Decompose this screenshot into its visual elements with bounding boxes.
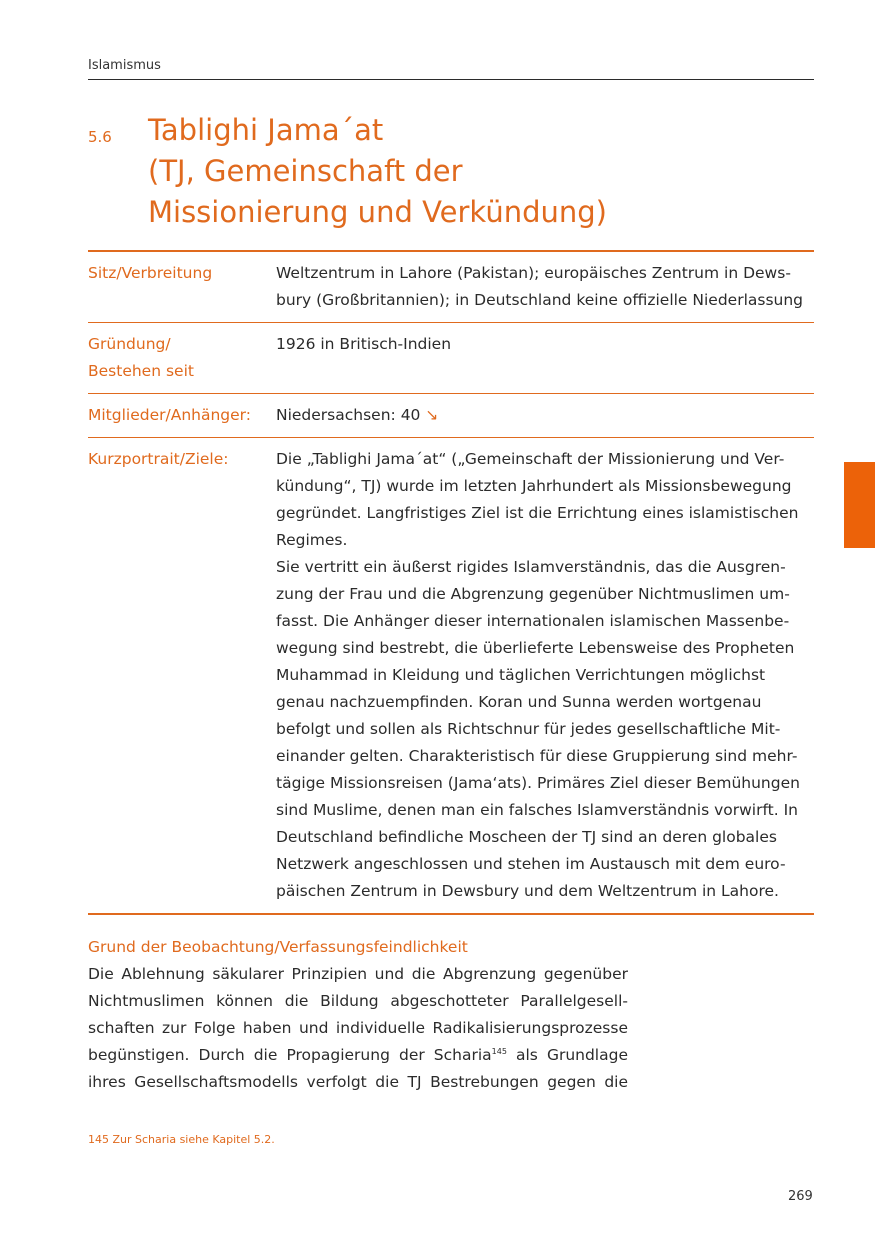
trend-down-icon: ↘ [425, 406, 439, 424]
header-rule [88, 79, 814, 80]
section-heading: Grund der Beobachtung/Verfassungsfeindlichkeit [88, 938, 468, 956]
value-line: sind Muslime, denen man ein falsches Islamverständnis vorwirft. In [276, 801, 798, 819]
body-line: Die Ablehnung säkularer Prinzipien und die Abgrenzung gegenüber [88, 965, 628, 983]
value-line: zung der Frau und die Abgrenzung gegenüber Nichtmuslimen um- [276, 585, 790, 603]
table-row-sitz [88, 252, 814, 322]
body-line: schaften zur Folge haben und individuelle Radikalisierungsprozesse [88, 1019, 628, 1037]
footnote: 145 Zur Scharia siehe Kapitel 5.2. [88, 1133, 275, 1146]
value-line: Netzwerk angeschlossen und stehen im Austausch mit dem euro- [276, 855, 786, 873]
row-label: Gründung/ Bestehen seit [88, 335, 194, 380]
chapter-title-line: (TJ, Gemeinschaft der [148, 154, 463, 188]
section-body [88, 961, 628, 1096]
chapter-title-line: Missionierung und Verkündung) [148, 195, 607, 229]
value-line: fasst. Die Anhänger dieser internationalen islamischen Massenbe- [276, 612, 790, 630]
page-number: 269 [788, 1189, 813, 1204]
body-line: ihres Gesellschaftsmodells verfolgt die TJ Bestrebungen gegen die [88, 1073, 628, 1091]
footnote-reference[interactable]: 145 [491, 1047, 507, 1056]
chapter-title [148, 110, 788, 233]
row-label: Kurzportrait/Ziele: [88, 450, 229, 468]
chapter-side-tab [844, 462, 875, 548]
value-line: päischen Zentrum in Dewsbury und dem Weltzentrum in Lahore. [276, 882, 779, 900]
value-line: genau nachzuempfinden. Koran und Sunna werden wortgenau [276, 693, 762, 711]
value-line: Weltzentrum in Lahore (Pakistan); europäisches Zentrum in Dews- [276, 264, 791, 282]
value-line: wegung sind bestrebt, die überlieferte Lebensweise des Propheten [276, 639, 795, 657]
row-label: Mitglieder/Anhänger: [88, 406, 251, 424]
value-line: 1926 in Britisch-Indien [276, 335, 452, 353]
info-table [88, 250, 814, 915]
value-line: Deutschland befindliche Moscheen der TJ sind an deren globales [276, 828, 777, 846]
value-line: einander gelten. Charakteristisch für diese Gruppierung sind mehr- [276, 747, 798, 765]
table-row-gruendung [88, 322, 814, 393]
row-value [276, 394, 814, 437]
row-value [276, 252, 814, 322]
value-line: Regimes. [276, 531, 348, 549]
table-row-mitglieder [88, 393, 814, 437]
row-value [276, 323, 814, 393]
value-line: befolgt und sollen als Richtschnur für jedes gesellschaftliche Mit- [276, 720, 781, 738]
body-line [88, 1042, 628, 1069]
value-line: kündung“, TJ) wurde im letzten Jahrhundert als Missionsbewegung [276, 477, 792, 495]
body-text-span: als Grundlage [506, 1046, 628, 1064]
value-line: Sie vertritt ein äußerst rigides Islamverständnis, das die Ausgren- [276, 558, 786, 576]
value-line: gegründet. Langfristiges Ziel ist die Errichtung eines islamistischen [276, 504, 799, 522]
chapter-title-line: Tablighi Jama´at [148, 113, 384, 147]
value-line: bury (Großbritannien); in Deutschland keine offizielle Niederlassung [276, 291, 804, 309]
running-head: Islamismus [88, 58, 161, 73]
value-line: Die „Tablighi Jama´at“ („Gemeinschaft der Missionierung und Ver- [276, 450, 785, 468]
value-line: tägige Missionsreisen (Jama‘ats). Primäres Ziel dieser Bemühungen [276, 774, 800, 792]
value-line: Muhammad in Kleidung und täglichen Verrichtungen möglichst [276, 666, 766, 684]
row-label: Sitz/Verbreitung [88, 264, 213, 282]
body-line: Nichtmuslimen können die Bildung abgeschotteter Parallelgesell- [88, 992, 628, 1010]
table-row-kurzportrait [88, 437, 814, 913]
value-line: Niedersachsen: 40 [276, 406, 421, 424]
row-value [276, 438, 814, 913]
chapter-number: 5.6 [88, 128, 112, 146]
body-text-span: begünstigen. Durch die Propagierung der Scharia [88, 1046, 492, 1064]
